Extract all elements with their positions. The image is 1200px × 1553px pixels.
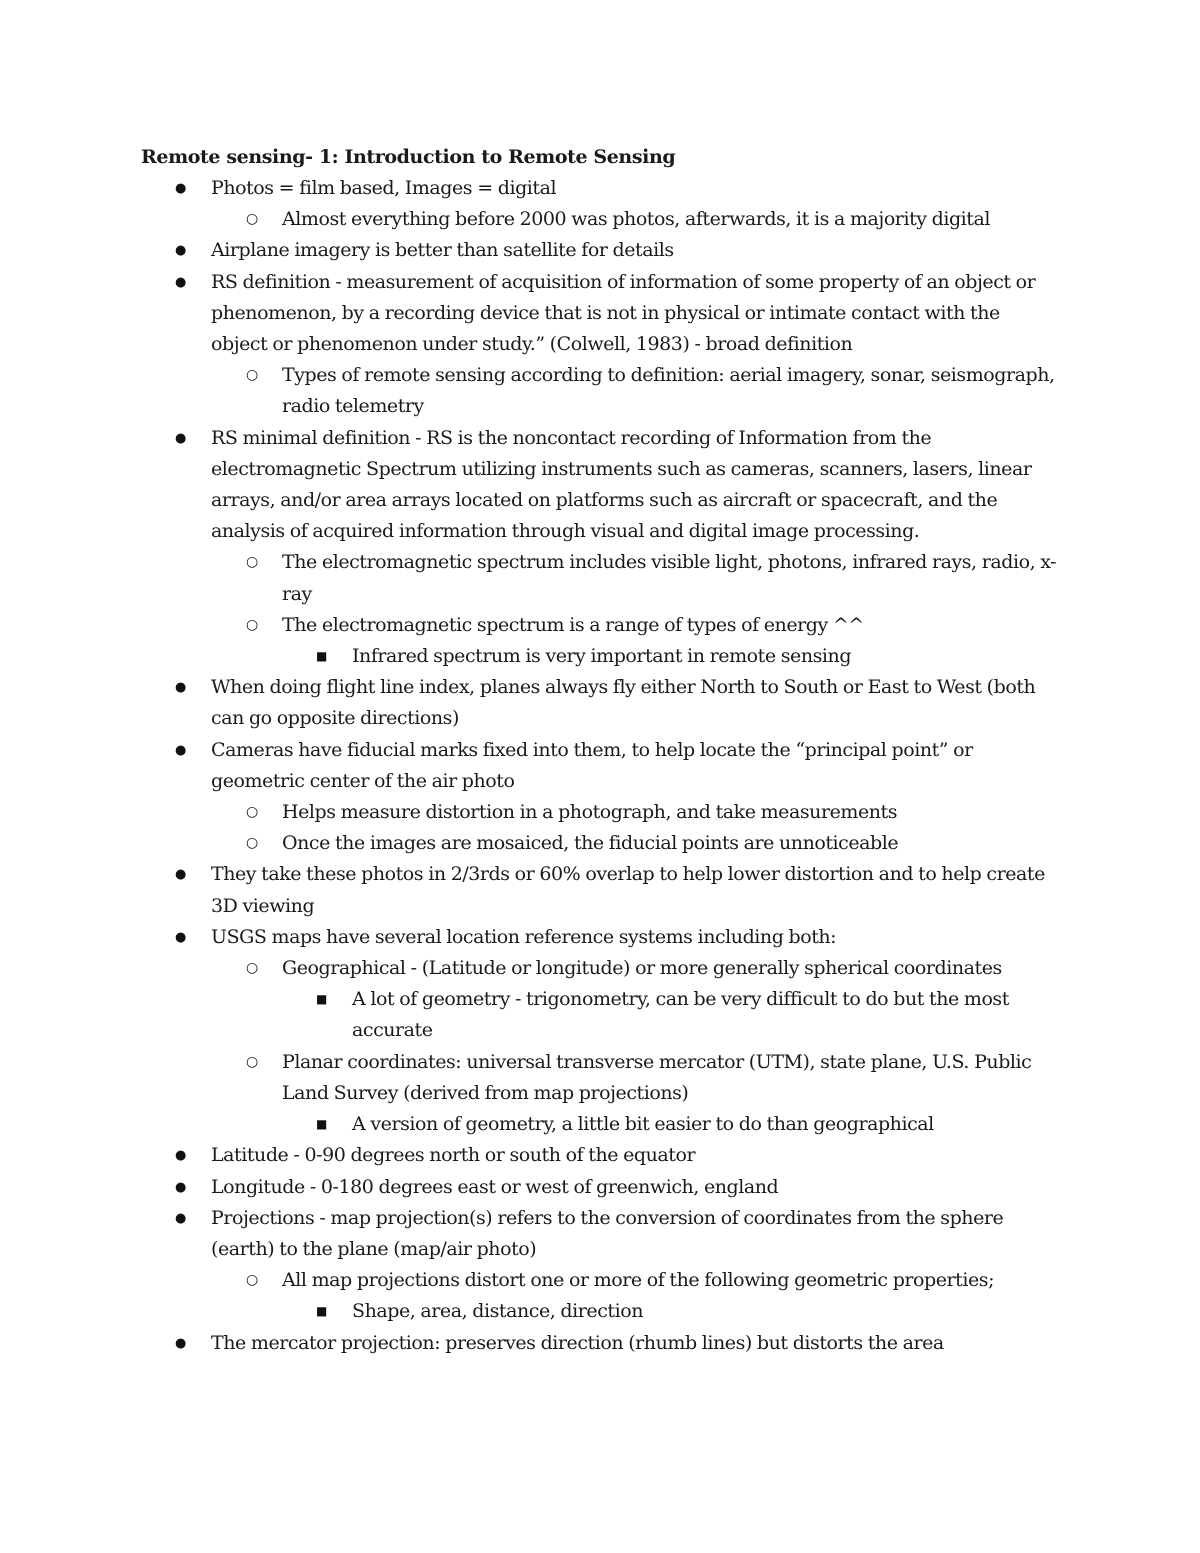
- bullet-icon: ○: [246, 554, 258, 571]
- list-item-text: The mercator projection: preserves direction (rhumb lines) but distorts the area: [211, 1331, 944, 1354]
- list-item: [246, 610, 1062, 641]
- list-item: [246, 204, 1062, 235]
- list-item-text: When doing flight line index, planes always fly either North to South or East to West (both can go opposite directions): [211, 676, 1036, 730]
- list-item: [316, 641, 1062, 672]
- list-item: [175, 173, 1061, 204]
- bullet-icon: ●: [175, 430, 186, 446]
- list-item: [175, 235, 1061, 266]
- bullet-icon: ●: [175, 1148, 186, 1164]
- list-item-text: RS definition - measurement of acquisition of information of some property of an object or phenomenon, by a recording device that is not in physical or intimate contact with the object or phenomenon under study.” (Colwell, 1983) - broad definition: [211, 270, 1036, 356]
- list-item: [246, 1047, 1062, 1109]
- notes-list: [0, 173, 1200, 1359]
- list-item-text: A version of geometry, a little bit easier to do than geographical: [352, 1113, 934, 1136]
- list-item: [246, 797, 1062, 828]
- list-item: [316, 1296, 1062, 1327]
- list-item: [316, 1109, 1062, 1140]
- bullet-icon: ●: [175, 867, 186, 883]
- list-item: [246, 360, 1062, 422]
- list-item: [175, 1203, 1061, 1265]
- bullet-icon: ■: [316, 1117, 327, 1132]
- bullet-icon: ■: [316, 1304, 327, 1319]
- list-item-text: All map projections distort one or more of the following geometric properties;: [282, 1269, 995, 1292]
- bullet-icon: ■: [316, 649, 327, 664]
- bullet-icon: ○: [246, 1272, 258, 1289]
- list-item-text: They take these photos in 2/3rds or 60% overlap to help lower distortion and to help create 3D viewing: [211, 863, 1045, 917]
- document-title: Remote sensing- 1: Introduction to Remote Sensing: [141, 146, 676, 168]
- list-item-text: The electromagnetic spectrum includes visible light, photons, infrared rays, radio, x-ray: [282, 551, 1057, 605]
- bullet-icon: ●: [175, 680, 186, 696]
- bullet-icon: ○: [246, 211, 258, 228]
- list-item: [175, 922, 1061, 953]
- list-item-text: Helps measure distortion in a photograph, and take measurements: [282, 801, 898, 824]
- list-item-text: Photos = film based, Images = digital: [211, 177, 557, 199]
- list-item-text: The electromagnetic spectrum is a range of types of energy ^^: [282, 613, 864, 636]
- list-item: [246, 1265, 1062, 1296]
- bullet-icon: ○: [246, 367, 258, 384]
- list-item: [316, 984, 1062, 1046]
- list-item-text: Cameras have fiducial marks fixed into them, to help locate the “principal point” or geometric center of the air photo: [211, 738, 973, 792]
- list-item-text: Shape, area, distance, direction: [352, 1300, 643, 1323]
- list-item: [175, 423, 1061, 548]
- bullet-icon: ○: [246, 616, 258, 633]
- bullet-icon: ●: [175, 243, 186, 259]
- list-item: [175, 1140, 1061, 1171]
- list-item-text: RS minimal definition - RS is the noncontact recording of Information from the electromagnetic Spectrum utilizing instruments such as cameras, scanners, lasers, linear arrays, and/or area arrays located on platforms such as aircraft or spacecraft, and the analysis of acquired information through visual and digital image processing.: [211, 426, 1032, 543]
- bullet-icon: ○: [246, 804, 258, 821]
- bullet-icon: ●: [175, 181, 186, 196]
- list-item: [246, 953, 1062, 984]
- bullet-icon: ■: [316, 992, 327, 1007]
- list-item-text: Types of remote sensing according to definition: aerial imagery, sonar, seismograph, radio telemetry: [282, 364, 1055, 418]
- list-item-text: Projections - map projection(s) refers to the conversion of coordinates from the sphere (earth) to the plane (map/air photo): [211, 1206, 1004, 1260]
- bullet-icon: ●: [175, 742, 186, 758]
- list-item-text: Almost everything before 2000 was photos, afterwards, it is a majority digital: [282, 208, 990, 231]
- list-item-text: Longitude - 0-180 degrees east or west of greenwich, england: [211, 1175, 779, 1198]
- list-item-text: Airplane imagery is better than satellite for details: [211, 239, 674, 262]
- list-item: [175, 1328, 1061, 1359]
- bullet-icon: ○: [246, 835, 258, 852]
- list-item: [246, 547, 1062, 609]
- list-item: [175, 1172, 1061, 1203]
- bullet-icon: ●: [175, 1210, 186, 1226]
- list-item-text: A lot of geometry - trigonometry, can be very difficult to do but the most accurate: [352, 988, 1009, 1042]
- list-item: [175, 735, 1061, 797]
- list-item-text: Geographical - (Latitude or longitude) or more generally spherical coordinates: [282, 957, 1002, 980]
- list-item-text: Once the images are mosaiced, the fiducial points are unnoticeable: [282, 832, 899, 855]
- bullet-icon: ○: [246, 960, 258, 977]
- bullet-icon: ●: [175, 1179, 186, 1195]
- bullet-icon: ●: [175, 1335, 186, 1351]
- list-item-text: USGS maps have several location reference systems including both:: [211, 925, 837, 948]
- list-item-text: Latitude - 0-90 degrees north or south of the equator: [211, 1144, 696, 1167]
- list-item: [175, 672, 1061, 734]
- list-item: [175, 859, 1061, 921]
- list-item: [175, 267, 1061, 361]
- list-item-text: Infrared spectrum is very important in remote sensing: [352, 645, 852, 668]
- bullet-icon: ●: [175, 929, 186, 945]
- list-item-text: Planar coordinates: universal transverse mercator (UTM), state plane, U.S. Public Land Survey (derived from map projections): [282, 1050, 1032, 1104]
- list-item: [246, 828, 1062, 859]
- bullet-icon: ●: [175, 274, 186, 290]
- bullet-icon: ○: [246, 1053, 258, 1070]
